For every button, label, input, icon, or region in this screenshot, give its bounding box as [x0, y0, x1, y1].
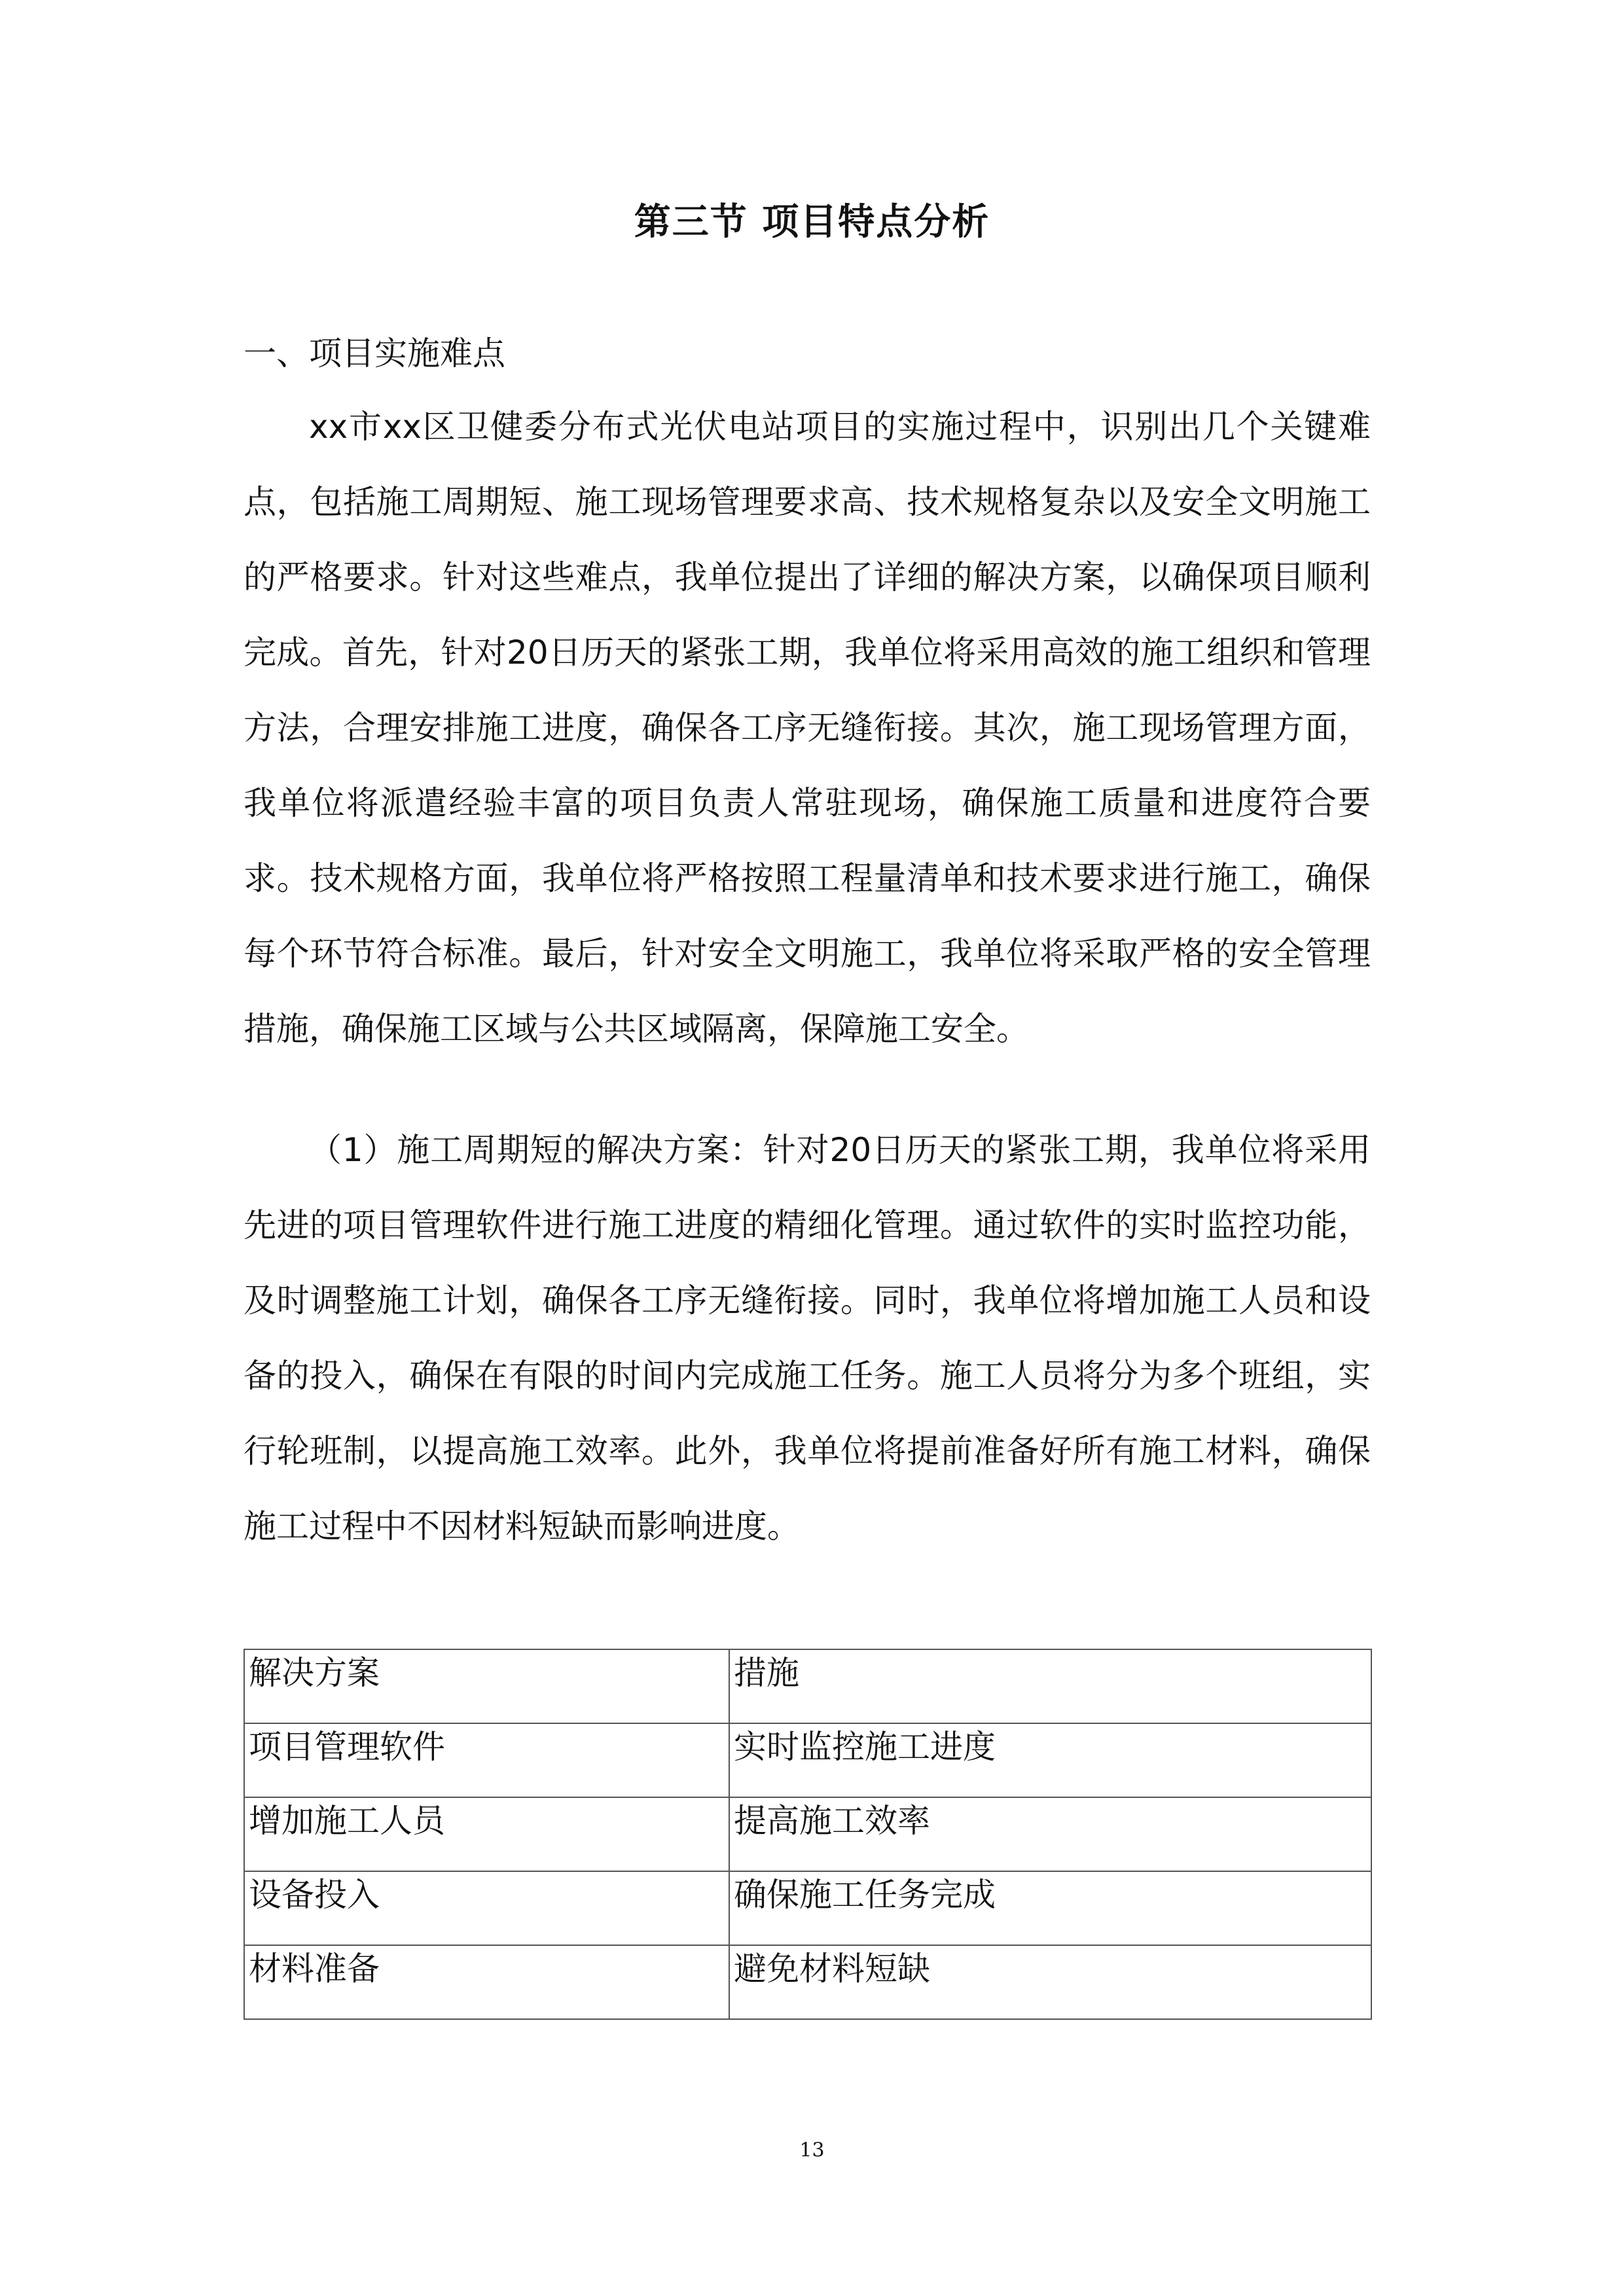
table-cell: 材料准备 [244, 1945, 729, 2019]
page-number: 13 [799, 2139, 825, 2162]
table-header-row [244, 1649, 1371, 1723]
table-cell: 提高施工效率 [729, 1797, 1371, 1871]
subsection-heading: 一、项目实施难点 [244, 334, 505, 372]
table-cell: 确保施工任务完成 [729, 1871, 1371, 1945]
body-paragraph: xx市xx区卫健委分布式光伏电站项目的实施过程中，识别出几个关键难点，包括施工周期短、施工现场管理要求高、技术规格复杂以及安全文明施工的严格要求。针对这些难点，我单位提出了详细的解决方案，以确保项目顺利完成。首先，针对20日历天的紧张工期，我单位将采用高效的施工组织和管理方法，合理安排施工进度，确保各工序无缝衔接。其次，施工现场管理方面，我单位将派遣经验丰富的项目负责人常驻现场，确保施工质量和进度符合要求。技术规格方面，我单位将严格按照工程量清单和技术要求进行施工，确保每个环节符合标准。最后，针对安全文明施工，我单位将采取严格的安全管理措施，确保施工区域与公共区域隔离，保障施工安全。 [244, 408, 1371, 1048]
table-row [244, 1945, 1371, 2019]
table-row [244, 1871, 1371, 1945]
table-row [244, 1723, 1371, 1797]
table-header-cell: 措施 [729, 1649, 1371, 1723]
section-title: 第三节 项目特点分析 [634, 201, 990, 243]
solution-table [244, 1649, 1372, 2020]
table-cell: 避免材料短缺 [729, 1945, 1371, 2019]
table-row [244, 1797, 1371, 1871]
table-cell: 增加施工人员 [244, 1797, 729, 1871]
body-paragraph: （1）施工周期短的解决方案：针对20日历天的紧张工期，我单位将采用先进的项目管理软件进行施工进度的精细化管理。通过软件的实时监控功能，及时调整施工计划，确保各工序无缝衔接。同时，我单位将增加施工人员和设备的投入，确保在有限的时间内完成施工任务。施工人员将分为多个班组，实行轮班制，以提高施工效率。此外，我单位将提前准备好所有施工材料，确保施工过程中不因材料短缺而影响进度。 [244, 1131, 1371, 1545]
table-cell: 实时监控施工进度 [729, 1723, 1371, 1797]
table-cell: 设备投入 [244, 1871, 729, 1945]
table-cell: 项目管理软件 [244, 1723, 729, 1797]
table-header-cell: 解决方案 [244, 1649, 729, 1723]
